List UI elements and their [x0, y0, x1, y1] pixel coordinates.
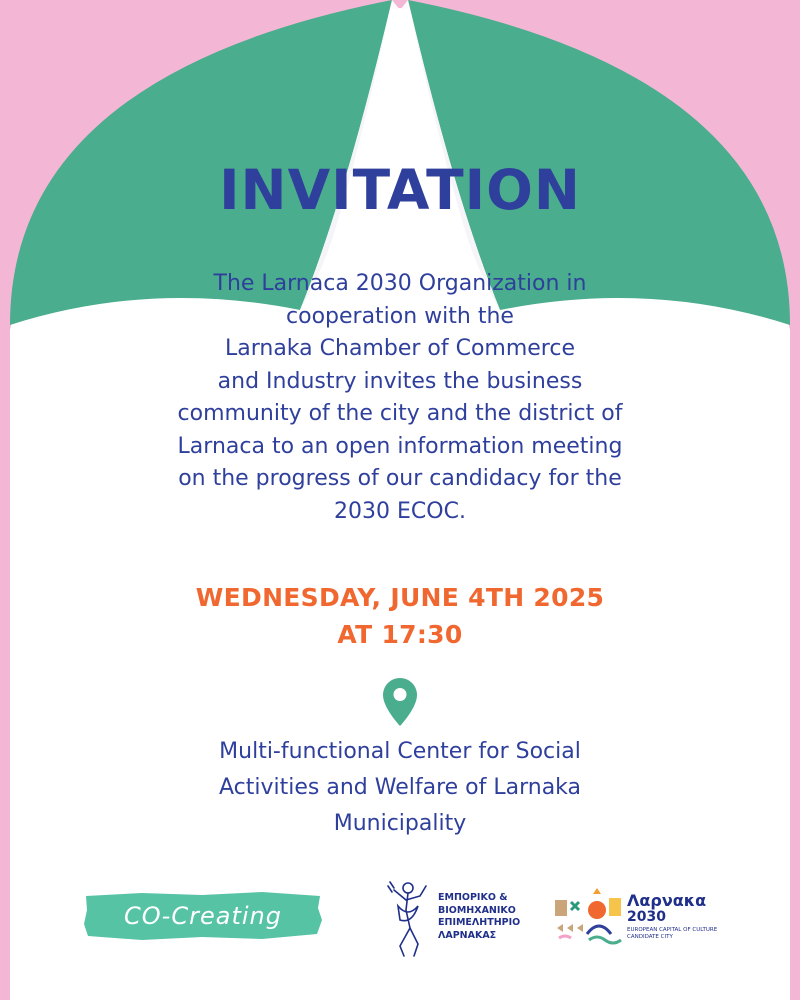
hermes-figure-icon	[386, 876, 436, 962]
intro-line: Larnaca to an open information meeting	[177, 433, 623, 459]
intro-line: community of the city and the district of	[177, 401, 623, 426]
larnaka-emblem-icon	[553, 888, 625, 948]
larnaka-subtitle	[627, 927, 727, 941]
intro-line: The Larnaca 2030 Organization in	[213, 271, 587, 296]
intro-line: Larnaka Chamber of Commerce	[224, 336, 575, 361]
larnaka-sub-line: EUROPEAN CAPITAL OF CULTURE	[627, 927, 718, 933]
larnaka-wordmark	[627, 892, 727, 941]
chamber-line: ΕΜΠΟΡΙΚΟ &	[438, 892, 508, 903]
chamber-line: ΕΠΙΜΕΛΗΤΗΡΙΟ	[438, 917, 521, 928]
chamber-name	[438, 892, 538, 942]
venue-line: Municipality	[333, 811, 467, 836]
cocreating-text: CO-Creating	[124, 902, 282, 930]
venue-line: Multi-functional Center for Social	[219, 739, 581, 764]
chamber-line: ΒΙΟΜΗΧΑΝΙΚΟ	[438, 904, 516, 916]
larnaka-year: 2030	[627, 909, 666, 925]
event-date: WEDNESDAY, JUNE 4TH 2025	[195, 583, 605, 612]
intro-line: cooperation with the	[286, 303, 514, 329]
invitation-title: INVITATION	[219, 158, 581, 222]
intro-line: 2030 ECOC.	[334, 498, 466, 524]
map-pin-icon	[383, 678, 417, 726]
venue-line: Activities and Welfare of Larnaka	[218, 775, 582, 800]
chamber-logo	[386, 876, 536, 962]
event-datetime	[0, 579, 800, 653]
intro-line: and Industry invites the business	[217, 368, 583, 394]
larnaka2030-logo	[553, 888, 723, 948]
cocreating-logo	[82, 890, 324, 942]
event-venue	[150, 734, 650, 842]
chamber-line: ΛΑΡΝΑΚΑΣ	[438, 929, 497, 941]
intro-line: on the progress of our candidacy for the	[178, 466, 622, 491]
intro-paragraph	[150, 268, 650, 528]
larnaka-sub-line: CANDIDATE CITY	[627, 934, 673, 940]
event-time: AT 17:30	[337, 620, 463, 649]
larnaka-name: Λαρνακα	[627, 891, 707, 910]
